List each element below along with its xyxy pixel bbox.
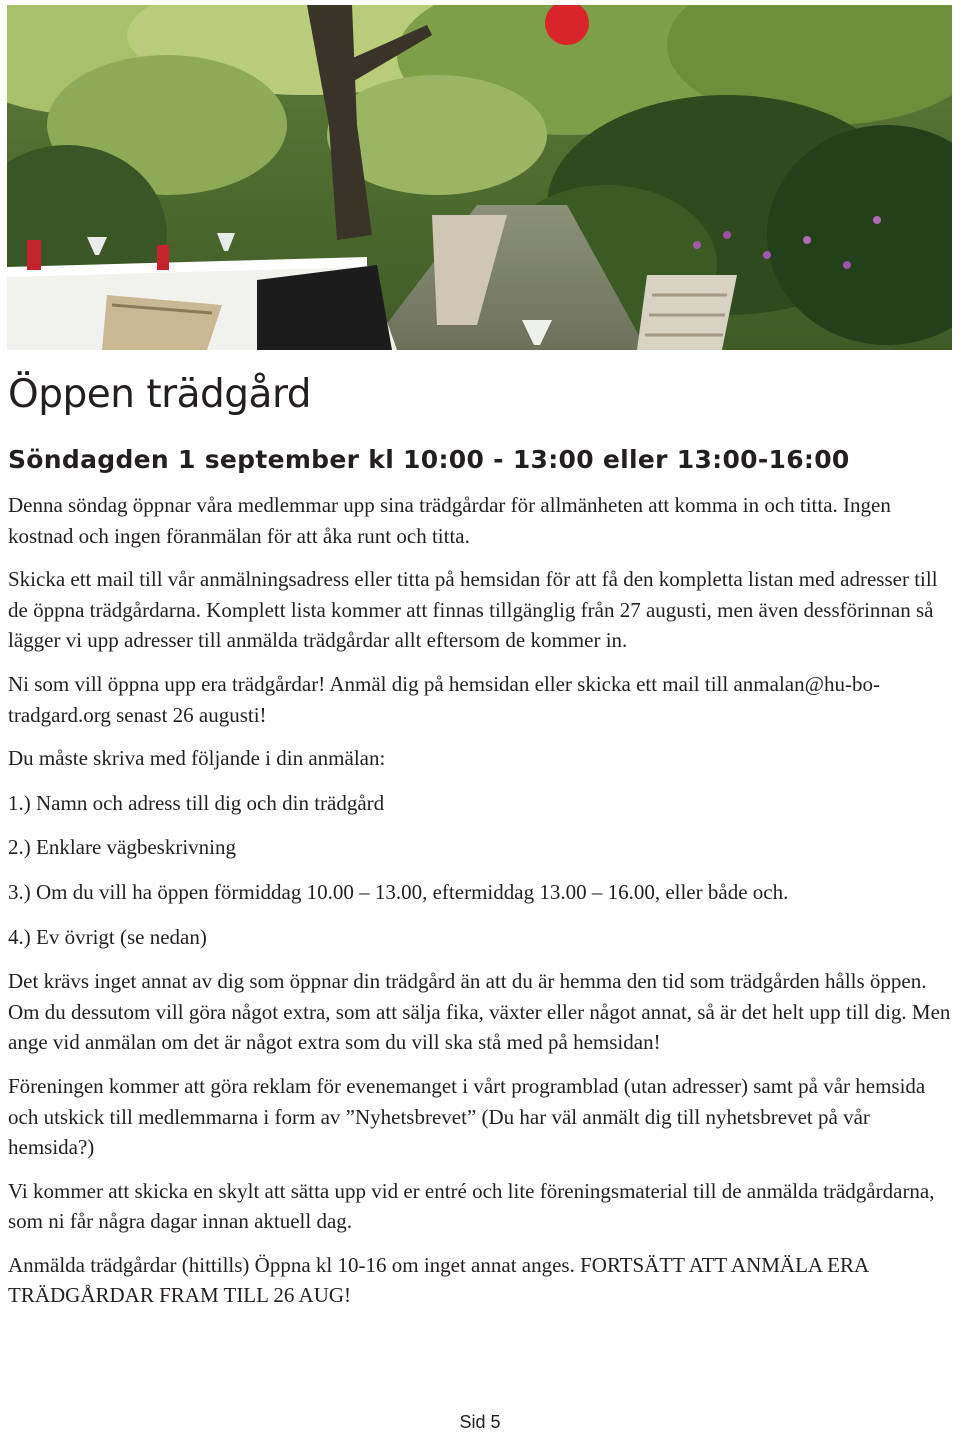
- article-body: [8, 490, 958, 1324]
- page-number: Sid 5: [459, 1412, 501, 1432]
- list-item-2: 2.) Enklare vägbeskrivning: [8, 835, 237, 860]
- garden-photo: [7, 5, 952, 350]
- page-title: Öppen trädgård: [8, 372, 312, 417]
- paragraph-advertising: Föreningen kommer att göra reklam för evenemanget i vårt programblad (utan adresser) samt på vår hemsida och utskick till medlemmarna i form av ”Nyhetsbrevet” (Du har väl anmält dig till nyhetsbrevet på vår hemsida?): [8, 1073, 926, 1160]
- list-item-3: 3.) Om du vill ha öppen förmiddag 10.00 – 13.00, eftermiddag 13.00 – 16.00, eller både och.: [8, 879, 789, 904]
- list-item-4: 4.) Ev övrigt (se nedan): [8, 924, 207, 949]
- paragraph-registered-gardens: Anmälda trädgårdar (hittills) Öppna kl 10-16 om inget annat anges. FORTSÄTT ATT ANMÄLA ERA TRÄDGÅRDAR FRAM TILL 26 AUG!: [8, 1252, 869, 1308]
- paragraph-address-list: Skicka ett mail till vår anmälningsadress eller titta på hemsidan för att få den kompletta listan med adresser till de öppna trädgårdarna. Komplett lista kommer att finnas tillgänglig från 27 augusti, men även dessförinnan så lägger vi upp adresser till anmälda trädgårdar allt eftersom de kommer in.: [8, 567, 938, 653]
- paragraph-intro: Denna söndag öppnar våra medlemmar upp sina trädgårdar för allmänheten att komma in och titta. Ingen kostnad och ingen föranmälan för att åka runt och titta.: [8, 493, 891, 548]
- paragraph-sign: Vi kommer att skicka en skylt att sätta upp vid er entré och lite föreningsmaterial till de anmälda trädgårdarna, som ni får några dagar innan aktuell dag.: [8, 1178, 935, 1234]
- paragraph-extras: Det krävs inget annat av dig som öppnar din trädgård än att du är hemma den tid som trädgården hålls öppen. Om du dessutom vill göra något extra, som att sälja fika, växter eller något annat, så är det helt upp till dig. Men ange vid anmälan om det är något extra som du vill ska stå med på hemsidan!: [8, 969, 951, 1055]
- paragraph-requirements: Du måste skriva med följande i din anmälan:: [8, 746, 386, 771]
- event-date-heading: Söndagden 1 september kl 10:00 - 13:00 eller 13:00-16:00: [8, 445, 850, 474]
- paragraph-signup: Ni som vill öppna upp era trädgårdar! Anmäl dig på hemsidan eller skicka ett mail till anmalan@hu-bo-tradgard.org senast 26 augusti!: [8, 671, 880, 727]
- list-item-1: 1.) Namn och adress till dig och din trädgård: [8, 790, 385, 815]
